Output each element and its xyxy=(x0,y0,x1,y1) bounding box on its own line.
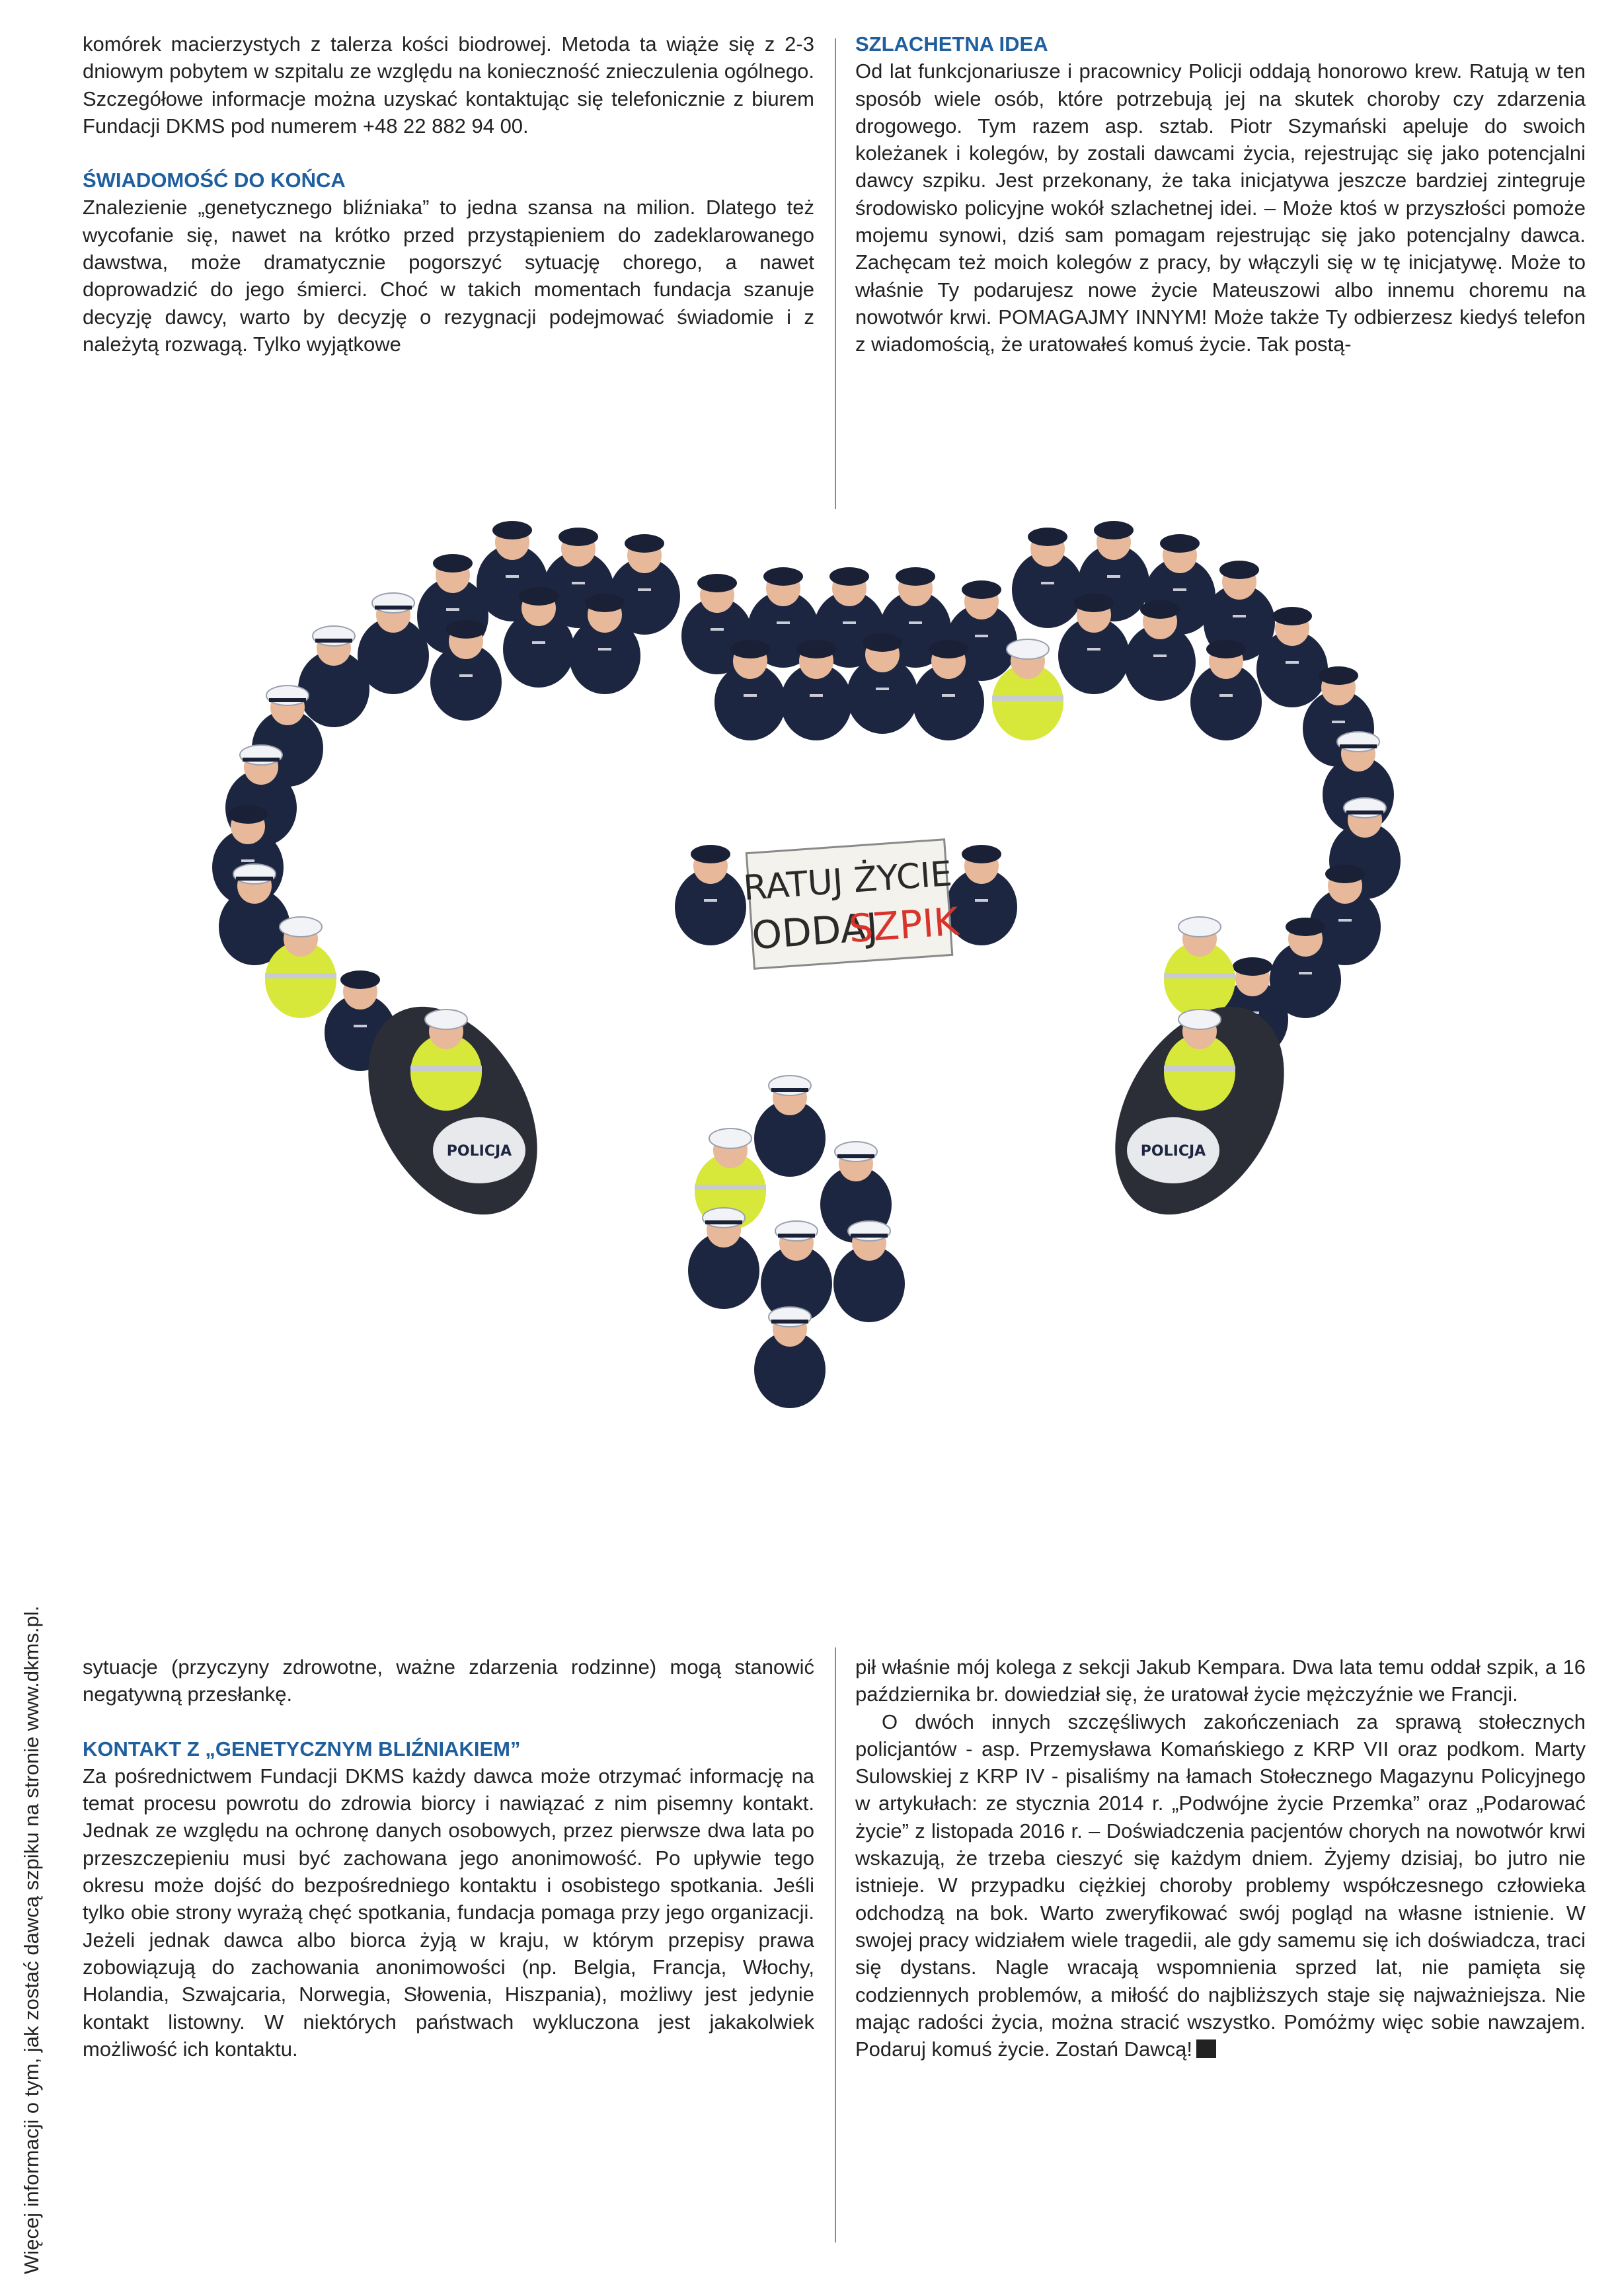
paragraph: Od lat funkcjonariusze i pracownicy Policji oddają honorowo krew. Ratują w ten sposób wiele osób, które potrzebują jej na skutek choroby czy zdarzenia drogowego. Tym razem asp. sztab. Piotr Szymański apeluje do swoich koleżanek i kolegów, by zostali dawcami życia, rejestrując się jako potencjalni dawcy szpiku. Jest przekonany, że taka inicjatywa jeszcze bardziej zintegruje środowisko policyjne wokół szlachetnej idei. – Może ktoś w przyszłości pomoże mojemu synowi, dziś sam pomagam rejestrując się jako potencjalny dawca. Zachęcam też moich kolegów z pracy, by włączyli się w tę inicjatywę. Może to właśnie Ty podarujesz nowe życie Mateuszowi albo innemu choremu na nowotwór krwi. POMAGAJMY INNYM! Może także Ty odbierzesz kiedyś telefon z wiadomością, że uratowałeś komuś życie. Tak postą- xyxy=(855,59,1586,356)
sign-text-line2b: SZPIK xyxy=(847,898,960,952)
paragraph: Znalezienie „genetycznego bliźniaka” to jedna szansa na milion. Dlatego też wycofanie się, nawet na krótko przed przystąpieniem do zadeklarowanego dawstwa, może dramatycznie pogorszyć sytuację chorego, a nawet doprowadzić do jego śmierci. Choć w takich momentach fundacja szanuje decyzję dawcy, warto by decyzję o rezygnacji podejmować świadomie i z należytą rozwagą. Tylko wyjątkowe xyxy=(83,196,814,356)
sign-board xyxy=(742,840,962,969)
end-mark-icon xyxy=(1196,2039,1216,2058)
paragraph: komórek macierzystych z talerza kości biodrowej. Metoda ta wiąże się z 2-3 dniowym pobytem w szpitalu ze względu na konieczność znieczulenia ogólnego. Szczegółowe informacje można uzyskać kontaktując się telefonicznie z biurem Fundacji DKMS pod numerem +48 22 882 94 00. xyxy=(83,32,814,138)
section-heading: KONTAKT Z „GENETYCZNYM BLIŹNIAKIEM” xyxy=(83,1737,521,1761)
paragraph: pił właśnie mój kolega z sekcji Jakub Kempara. Dwa lata temu oddał szpik, a 16 października br. dowiedział się, że uratował życie mężczyźnie we Francji. xyxy=(855,1655,1586,1706)
section-heading: ŚWIADOMOŚĆ DO KOŃCA xyxy=(83,169,346,192)
column-top-left xyxy=(83,30,814,358)
column-bottom-left xyxy=(83,1653,814,2063)
svg-text:POLICJA: POLICJA xyxy=(446,1143,512,1160)
column-top-right xyxy=(855,30,1586,358)
sign-text-line1: RATUJ ŻYCIE xyxy=(742,854,954,909)
column-bottom-right xyxy=(855,1653,1586,2063)
paragraph xyxy=(855,1708,1586,2063)
sidebar-vertical-text: Więcej informacji o tym, jak zostać dawcą szpiku na stronie www.dkms.pl. xyxy=(20,1605,43,2274)
column-divider xyxy=(835,38,836,509)
section-heading: SZLACHETNA IDEA xyxy=(855,32,1048,56)
svg-text:POLICJA: POLICJA xyxy=(1140,1143,1206,1160)
paragraph-text: O dwóch innych szczęśliwych zakończeniach za sprawą stołecznych policjantów - asp. Przemysława Komańskiego z KRP VII oraz podkom. Marty Sulowskiej z KRP IV - pisaliśmy na łamach Stołecznego Magazynu Policyjnego w artykułach: ze stycznia 2014 r. „Podwójne życie Przemka” oraz „Podarować życie” z listopada 2016 r. – Doświadczenia pacjentów chorych na nowotwór krwi wskazują, że trzeba cieszyć się każdym dniem. Żyjemy dzisiaj, bo jutro nie istnieje. W przypadku ciężkiej choroby problemy współczesnego człowieka odchodzą na bok. Warto zweryfikować swój pogląd na własne istnienie. W swojej pracy widziałem wiele tragedii, ale gdy samemu się ich doświadcza, traci się dystans. Nagle wracają wspomnienia sprzed lat, nie pamięta się codziennych problemów, a miłość do najbliższych staje się najważniejsza. Nie mając radości życia, można stracić wszystko. Pomóżmy więc sobie nawzajem. Podaruj komuś życie. Zostań Dawcą! xyxy=(855,1710,1586,2061)
paragraph: sytuacje (przyczyny zdrowotne, ważne zdarzenia rodzinne) mogą stanowić negatywną przesłankę. xyxy=(83,1655,814,1706)
sign-text-line2a: ODDAJ xyxy=(750,904,880,959)
police-heart-photo xyxy=(169,516,1490,1640)
column-divider xyxy=(835,1647,836,2242)
paragraph: Za pośrednictwem Fundacji DKMS każdy dawca może otrzymać informację na temat procesu powrotu do zdrowia biorcy i nawiązać z nim pisemny kontakt. Jednak ze względu na ochronę danych osobowych, przez pierwsze dwa lata po przeszczepieniu musi być zachowana jego anonimowość. Po upływie tego okresu może dojść do bezpośredniego kontaktu i osobistego spotkania. Jeśli tylko obie strony wyrażą chęć spotkania, fundacja pomaga przy jego organizacji. Jeżeli jednak dawca albo biorca żyją w kraju, w którym przepisy prawa zobowiązują do zachowania anonimowości (np. Belgia, Francja, Włochy, Holandia, Szwajcaria, Norwegia, Słowenia, Hiszpania), możliwy jest jedynie kontakt listowny. W niektórych państwach wykluczona jest jakakolwiek możliwość ich kontaktu. xyxy=(83,1764,814,2061)
